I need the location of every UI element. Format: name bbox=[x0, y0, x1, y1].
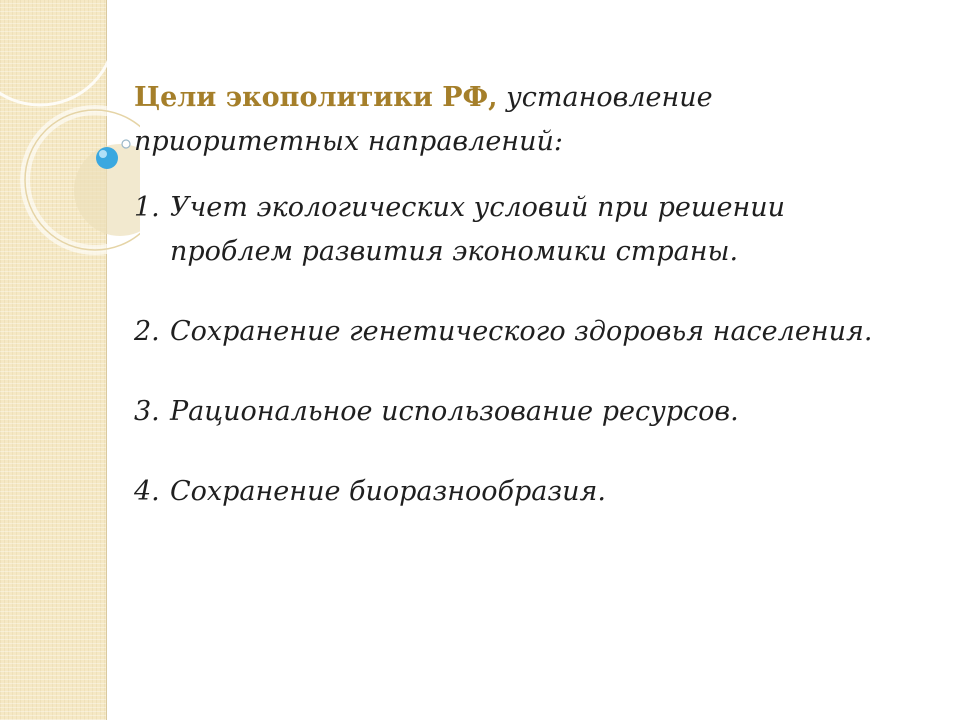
item-number: 3. bbox=[134, 396, 160, 427]
slide-content bbox=[134, 76, 914, 550]
decorative-circles bbox=[0, 0, 140, 260]
item-text: Рациональное использование ресурсов. bbox=[170, 396, 739, 427]
item-text: Сохранение генетического здоровья населения. bbox=[170, 316, 873, 347]
list-item bbox=[134, 390, 914, 434]
list-item bbox=[134, 310, 914, 354]
item-number: 1. bbox=[134, 192, 160, 223]
item-text: Сохранение биоразнообразия. bbox=[170, 476, 606, 507]
heading-accent: Цели экополитики РФ, bbox=[134, 82, 498, 113]
list-item bbox=[134, 470, 914, 514]
item-text: Учет экологических условий при решении проблем развития экономики страны. bbox=[170, 192, 786, 267]
list-item bbox=[134, 186, 914, 274]
item-number: 4. bbox=[134, 476, 160, 507]
goals-list bbox=[134, 186, 914, 514]
slide-heading bbox=[134, 76, 914, 164]
heading-rest: установление приоритетных направлений: bbox=[134, 82, 713, 157]
item-number: 2. bbox=[134, 316, 160, 347]
